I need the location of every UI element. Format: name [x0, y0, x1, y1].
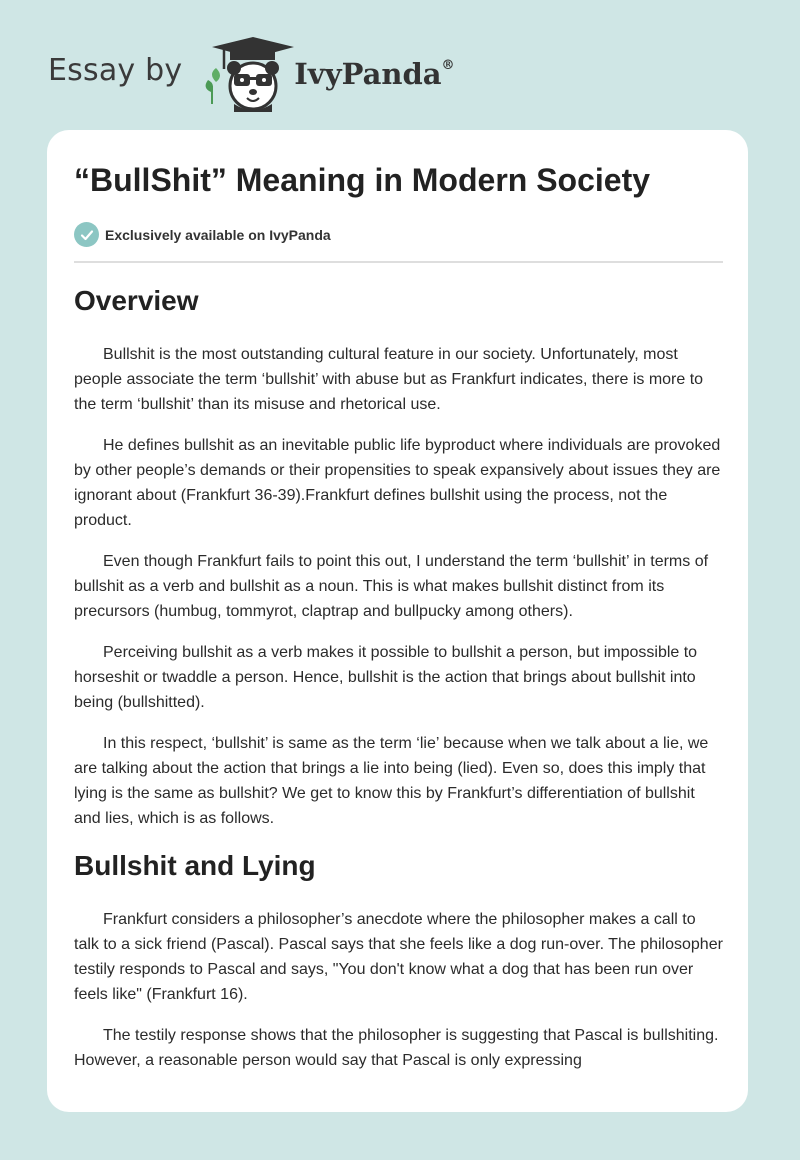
essay-card	[47, 130, 748, 1112]
paragraph: Even though Frankfurt fails to point this out, I understand the term ‘bullshit’ in terms of bullshit as a verb and bullshit as a noun. This is what makes bullshit distinct from its precursors (humbug, tommyrot, claptrap and bullpucky among others).	[74, 553, 709, 620]
registered-mark: ®	[441, 58, 455, 74]
exclusive-badge	[74, 222, 331, 247]
brand-prefix: Essay by	[48, 52, 183, 88]
paragraph: Perceiving bullshit as a verb makes it possible to bullshit a person, but impossible to horseshit or twaddle a person. Hence, bullshit is the action that brings about bullshit into being (bullshitted).	[74, 644, 698, 711]
brand-header	[48, 34, 455, 114]
section-heading-overview: Overview	[74, 285, 199, 316]
checkmark-icon	[74, 222, 99, 247]
page-title: “BullShit” Meaning in Modern Society	[74, 162, 651, 198]
paragraph: He defines bullshit as an inevitable public life byproduct where individuals are provoked by other people’s demands or their propensities to speak expansively about issues they are ignorant about (Frankfurt 36-39).Frankfurt defines bullshit using the process, not the product.	[74, 437, 721, 529]
paragraph: Bullshit is the most outstanding cultural feature in our society. Unfortunately, most people associate the term ‘bullshit’ with abuse but as Frankfurt indicates, there is more to the term ‘bullshit’ than its misuse and rhetorical use.	[74, 346, 704, 413]
brand-name: IvyPanda®	[294, 57, 455, 91]
paragraph: Frankfurt considers a philosopher’s anecdote where the philosopher makes a call to talk to a sick friend (Pascal). Pascal says that she feels like a dog run-over. The philosopher testily responds to Pascal and says, "You don't know what a dog that has been run over feels like" (Frankfurt 16).	[74, 911, 723, 1003]
essay-content	[74, 280, 724, 1089]
panda-logo-icon[interactable]	[198, 34, 294, 114]
divider	[74, 261, 723, 263]
badge-label: Exclusively available on IvyPanda	[105, 226, 331, 243]
paragraph: The testily response shows that the philosopher is suggesting that Pascal is bullshiting. However, a reasonable person would say that Pascal is only expressing	[74, 1027, 719, 1069]
section-heading-bullshit-and-lying: Bullshit and Lying	[74, 850, 316, 881]
paragraph: In this respect, ‘bullshit’ is same as the term ‘lie’ because when we talk about a lie, we are talking about the action that brings a lie into being (lied). Even so, does this imply that lying is the same as bullshit? We get to know this by Frankfurt’s differentiation of bullshit and lies, which is as follows.	[74, 735, 709, 827]
